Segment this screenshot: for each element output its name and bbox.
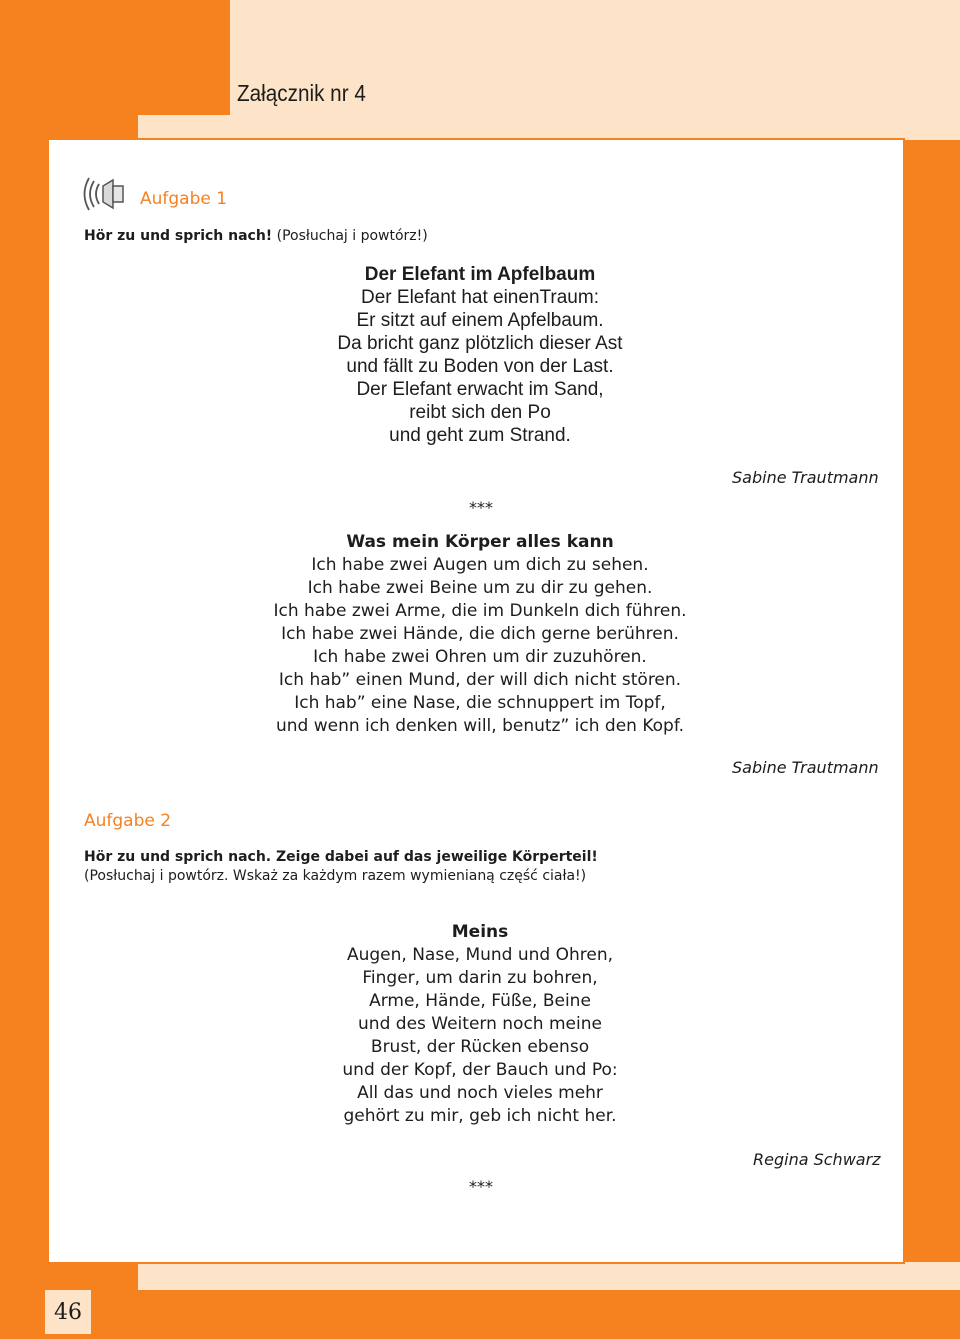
poem3-line: gehört zu mir, geb ich nicht her.	[343, 1106, 617, 1126]
page-number: 46	[45, 1290, 91, 1334]
poem3-line: Augen, Nase, Mund und Ohren,	[346, 945, 614, 965]
poem3-line: Finger, um darin zu bohren,	[362, 968, 598, 988]
poem3-line: All das und noch vieles mehr	[357, 1083, 603, 1103]
poem3-line: und des Weitern noch meine	[358, 1014, 602, 1034]
task2-instruction-plain: (Posłuchaj i powtórz. Wskaż za każdym razem wymienianą część ciała!)	[84, 868, 587, 884]
frame-band-bottom	[138, 1262, 960, 1290]
poem1-author: Sabine Trautmann	[732, 468, 879, 487]
poem1-title: Der Elefant im Apfelbaum	[364, 264, 596, 285]
task2-instruction-bold: Hör zu und sprich nach. Zeige dabei auf das jeweilige Körperteil!	[84, 849, 598, 865]
separator-stars: ***	[469, 498, 493, 517]
poem2-line: Ich habe zwei Arme, die im Dunkeln dich führen.	[273, 601, 687, 621]
poem3-author: Regina Schwarz	[753, 1150, 881, 1169]
poem3	[0, 921, 960, 1128]
speaker-icon[interactable]	[83, 176, 129, 212]
page-title: Załącznik nr 4	[237, 80, 366, 106]
poem1-line: und geht zum Strand.	[389, 425, 571, 446]
poem2-title: Was mein Körper alles kann	[346, 532, 614, 552]
poem3-title: Meins	[451, 922, 509, 942]
poem3-line: Brust, der Rücken ebenso	[370, 1037, 590, 1057]
poem1-line: Der Elefant erwacht im Sand,	[356, 379, 604, 400]
poem1-line: Er sitzt auf einem Apfelbaum.	[356, 310, 604, 331]
separator-stars: ***	[469, 1177, 493, 1196]
poem1-line: und fällt zu Boden von der Last.	[346, 356, 614, 377]
poem2-line: Ich hab” einen Mund, der will dich nicht stören.	[278, 670, 682, 690]
task2-heading: Aufgabe 2	[84, 811, 172, 831]
poem1	[0, 263, 960, 447]
poem2-line: und wenn ich denken will, benutz” ich den Kopf.	[275, 716, 684, 736]
poem2-line: Ich habe zwei Ohren um dir zuzuhören.	[313, 647, 647, 667]
poem1-line: Der Elefant hat einenTraum:	[361, 287, 599, 308]
poem2-author: Sabine Trautmann	[732, 758, 879, 777]
frame-band-top	[138, 115, 960, 140]
task1-instruction-plain: (Posłuchaj i powtórz!)	[272, 228, 428, 244]
poem2-line: Ich habe zwei Augen um dich zu sehen.	[311, 555, 649, 575]
poem2	[0, 531, 960, 738]
task1-heading: Aufgabe 1	[140, 189, 228, 209]
task1-instruction	[84, 228, 428, 244]
poem1-line: reibt sich den Po	[409, 402, 551, 423]
poem2-line: Ich habe zwei Beine um zu dir zu gehen.	[307, 578, 653, 598]
poem3-line: Arme, Hände, Füße, Beine	[369, 991, 591, 1011]
poem2-line: Ich habe zwei Hände, die dich gerne berühren.	[281, 624, 679, 644]
task1-instruction-bold: Hör zu und sprich nach!	[84, 228, 273, 244]
poem3-line: und der Kopf, der Bauch und Po:	[342, 1060, 618, 1080]
poem2-line: Ich hab” eine Nase, die schnuppert im Topf,	[294, 693, 666, 713]
poem1-line: Da bricht ganz plötzlich dieser Ast	[337, 333, 623, 354]
